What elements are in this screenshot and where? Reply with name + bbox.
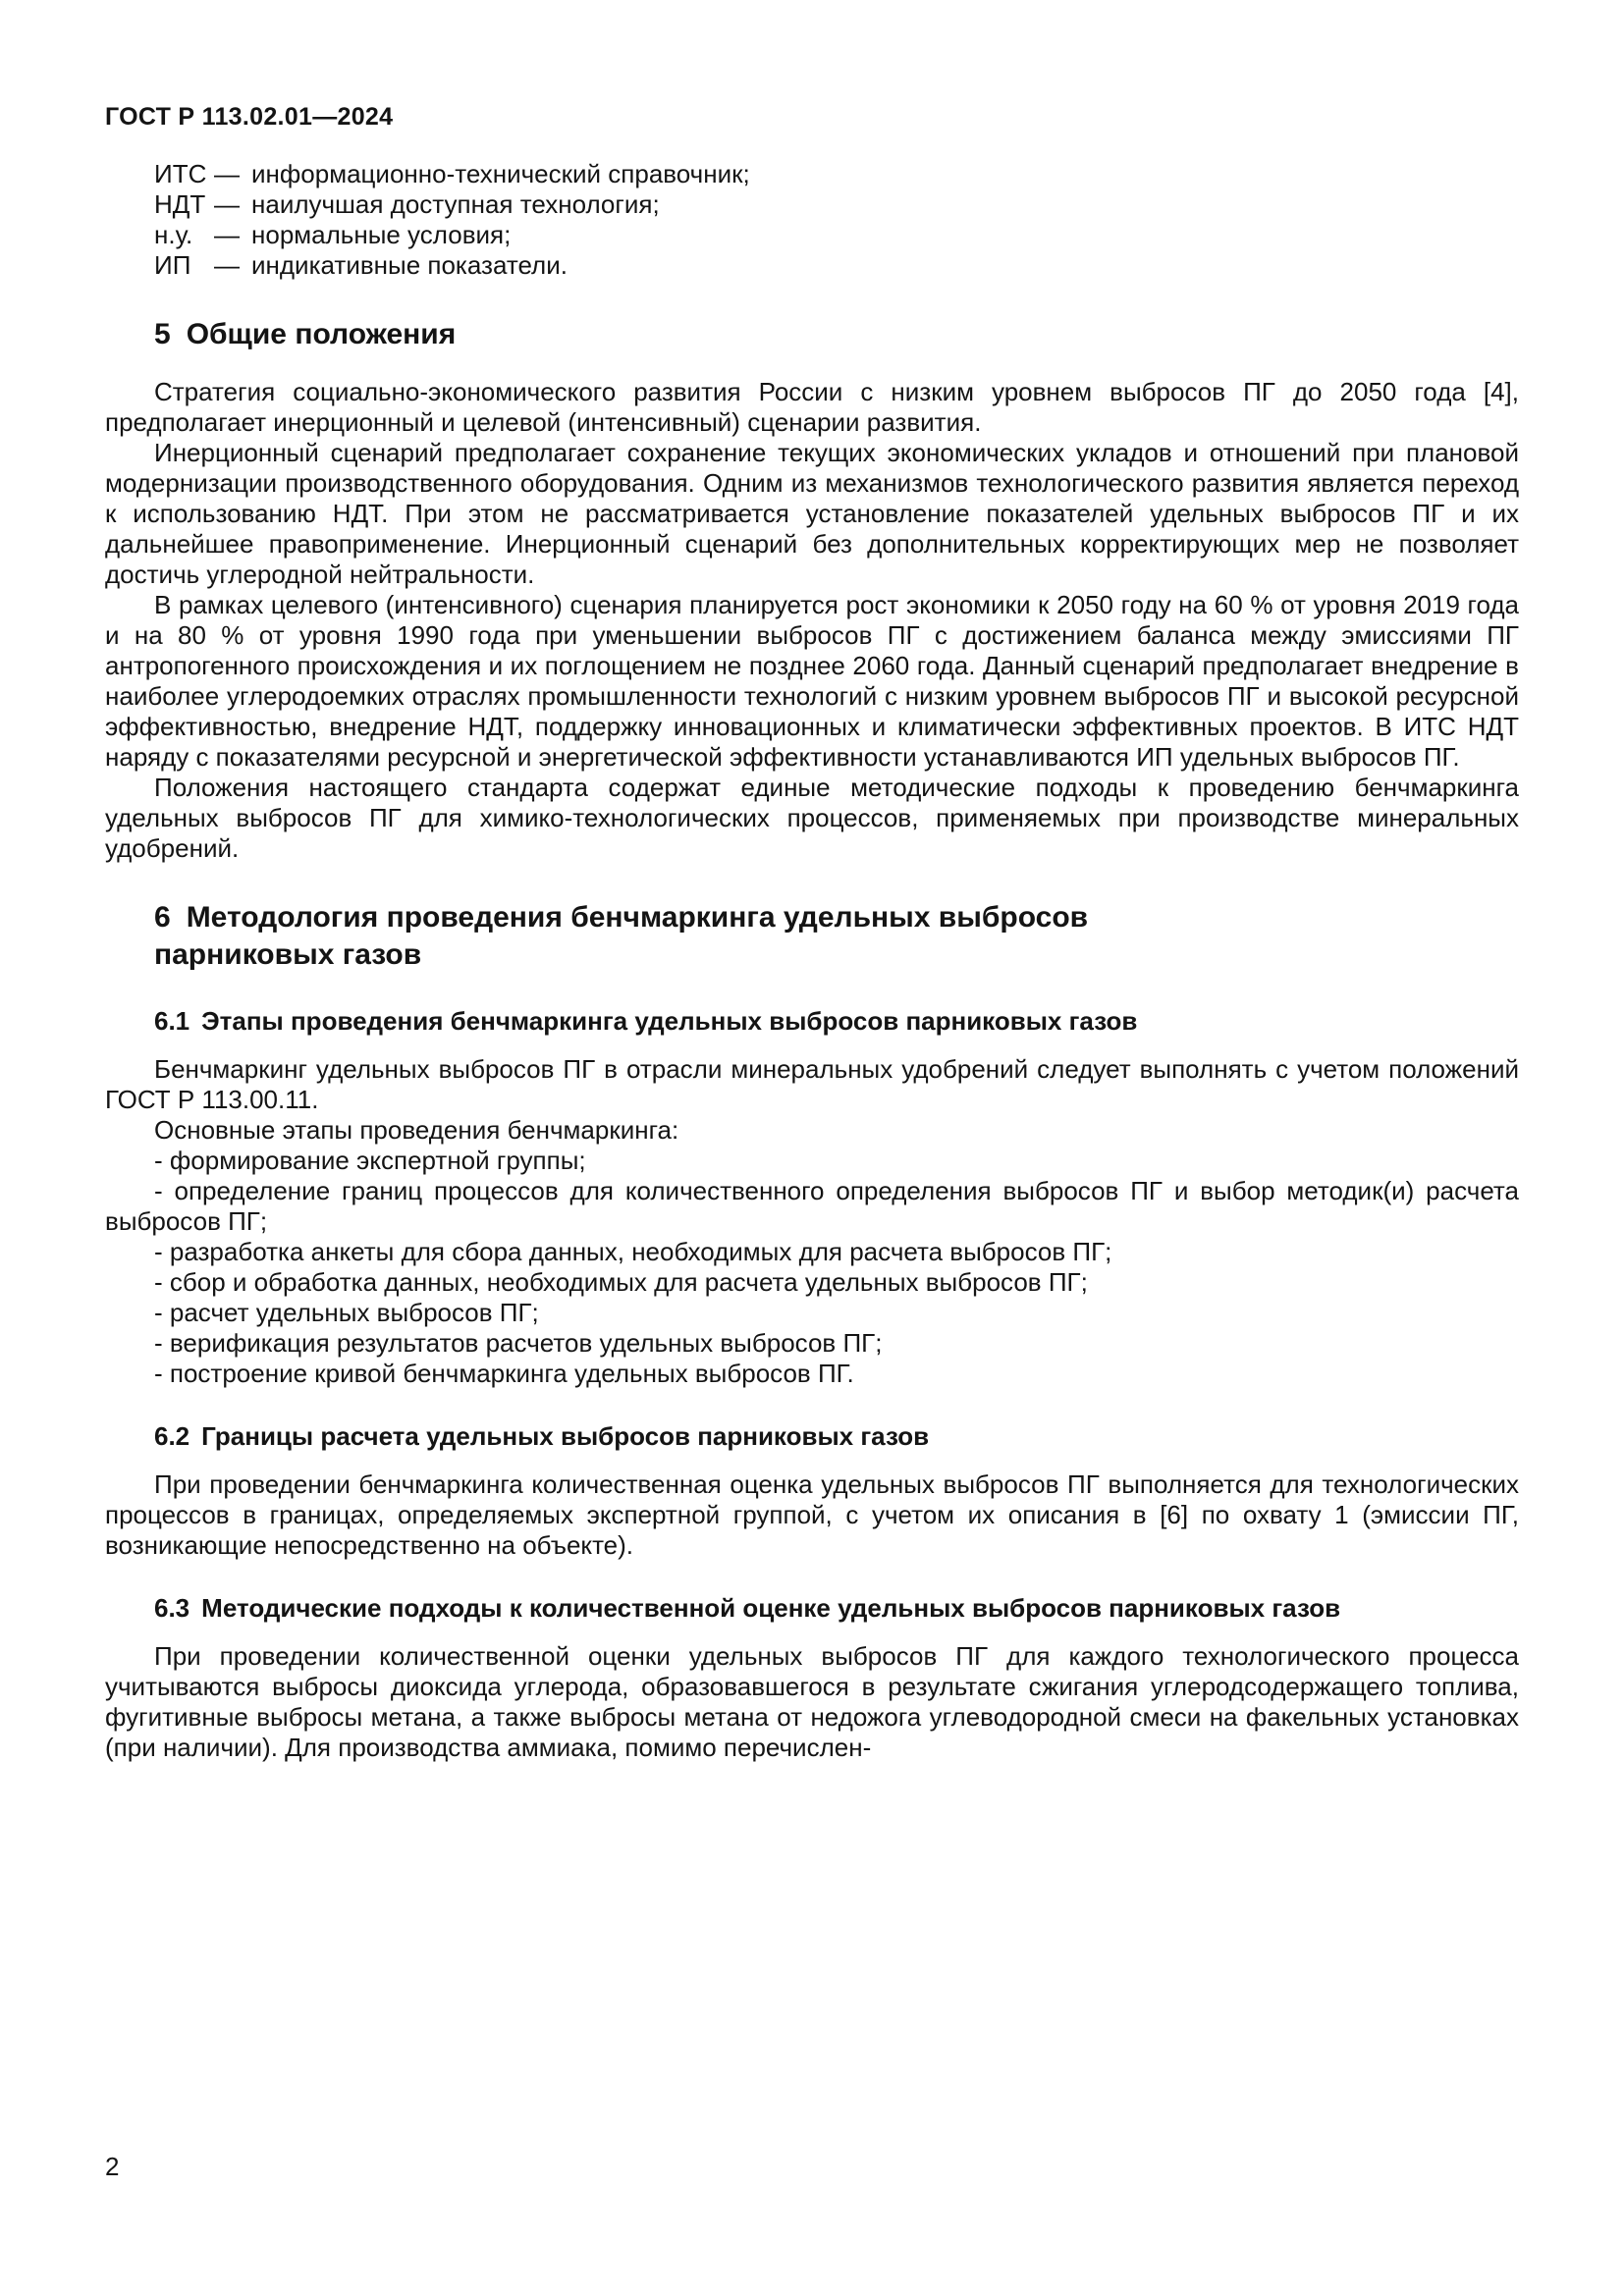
abbreviation-term: н.у. <box>154 220 193 249</box>
abbreviation-row <box>154 220 1519 250</box>
subsection-6-3-number: 6.3 <box>154 1593 190 1623</box>
abbreviation-dash: — <box>214 250 240 280</box>
abbreviation-dash: — <box>214 189 240 219</box>
list-item: - формирование экспертной группы; <box>154 1146 586 1175</box>
list-item: - расчет удельных выбросов ПГ; <box>154 1298 539 1327</box>
section-5-paragraph-4: Положения настоящего стандарта содержат единые методические подходы к проведению бенчмаркинга удельных выбросов ПГ для химико-технологических процессов, применяемых при производстве минеральных удобрений. <box>105 773 1519 863</box>
section-5-paragraph-1: Стратегия социально-экономического развития России с низким уровнем выбросов ПГ до 2050 года [4], предполагает инерционный и целевой (интенсивный) сценарии развития. <box>105 377 1519 437</box>
abbreviation-term: НДТ <box>154 189 206 219</box>
section-6-title <box>105 899 1165 974</box>
list-item: - разработка анкеты для сбора данных, необходимых для расчета выбросов ПГ; <box>154 1237 1112 1266</box>
abbreviation-definition: информационно-технический справочник; <box>251 159 750 188</box>
list-item: - построение кривой бенчмаркинга удельных выбросов ПГ. <box>154 1359 854 1388</box>
abbreviation-row <box>154 250 1519 281</box>
subsection-6-2-number: 6.2 <box>154 1421 190 1451</box>
abbreviation-definition: нормальные условия; <box>251 220 512 249</box>
subsection-6-1-paragraph-2: Основные этапы проведения бенчмаркинга: <box>154 1115 679 1145</box>
abbreviation-dash: — <box>214 159 240 188</box>
subsection-6-1-number: 6.1 <box>154 1006 190 1036</box>
abbreviation-definition: индикативные показатели. <box>251 250 568 280</box>
abbreviation-term: ИТС <box>154 159 207 188</box>
doc-code: ГОСТ Р 113.02.01—2024 <box>105 103 394 131</box>
abbreviation-definition: наилучшая доступная технология; <box>251 189 660 219</box>
abbreviation-row <box>154 159 1519 189</box>
section-6-number: 6 <box>154 901 171 934</box>
subsection-6-1-title-text: Этапы проведения бенчмаркинга удельных выбросов парниковых газов <box>201 1006 1138 1036</box>
list-item: - верификация результатов расчетов удельных выбросов ПГ; <box>154 1328 883 1358</box>
abbreviation-dash: — <box>214 220 240 249</box>
subsection-6-3-title-text: Методические подходы к количественной оценке удельных выбросов парниковых газов <box>201 1593 1341 1623</box>
section-5-number: 5 <box>154 318 171 350</box>
section-5-title-text: Общие положения <box>186 318 457 350</box>
abbreviation-list <box>105 159 1519 281</box>
abbreviation-row <box>154 189 1519 220</box>
page-number: 2 <box>105 2152 120 2181</box>
section-5-title <box>105 316 1519 353</box>
section-6-title-text: Методология проведения бенчмаркинга удельных выбросов парниковых газов <box>154 901 1089 971</box>
subsection-6-2-paragraph-1: При проведении бенчмаркинга количественная оценка удельных выбросов ПГ выполняется для технологических процессов в границах, определяемых экспертной группой, с учетом их описания в [6] по охвату 1 (эмиссии ПГ, возникающие непосредственно на объекте). <box>105 1469 1519 1560</box>
list-item: - сбор и обработка данных, необходимых для расчета удельных выбросов ПГ; <box>154 1267 1088 1297</box>
subsection-6-2-title-text: Границы расчета удельных выбросов парниковых газов <box>201 1421 930 1451</box>
list-item: - определение границ процессов для количественного определения выбросов ПГ и выбор методик(и) расчета выбросов ПГ; <box>105 1176 1519 1236</box>
subsection-6-2-title <box>105 1420 1519 1452</box>
section-5-paragraph-2: Инерционный сценарий предполагает сохранение текущих экономических укладов и отношений при плановой модернизации производственного оборудования. Одним из механизмов технологического развития является переход к использованию НДТ. При этом не рассматривается установление показателей удельных выбросов ПГ и их дальнейшее правоприменение. Инерционный сценарий без дополнительных корректирующих мер не позволяет достичь углеродной нейтральности. <box>105 438 1519 589</box>
subsection-6-1-paragraph-1: Бенчмаркинг удельных выбросов ПГ в отрасли минеральных удобрений следует выполнять с учетом положений ГОСТ Р 113.00.11. <box>105 1054 1519 1114</box>
subsection-6-3-paragraph-1: При проведении количественной оценки удельных выбросов ПГ для каждого технологического процесса учитываются выбросы диоксида углерода, образовавшегося в результате сжигания углеродсодержащего топлива, фугитивные выбросы метана, а также выбросы метана от недожога углеводородной смеси на факельных установках (при наличии). Для производства аммиака, помимо перечислен- <box>105 1641 1519 1762</box>
section-5-paragraph-3: В рамках целевого (интенсивного) сценария планируется рост экономики к 2050 году на 60 % от уровня 2019 года и на 80 % от уровня 1990 года при уменьшении выбросов ПГ с достижением баланса между эмиссиями ПГ антропогенного происхождения и их поглощением не позднее 2060 года. Данный сценарий предполагает внедрение в наиболее углеродоемких отраслях промышленности технологий с низким уровнем выбросов ПГ и высокой ресурсной эффективностью, внедрение НДТ, поддержку инновационных и климатически эффективных проектов. В ИТС НДТ наряду с показателями ресурсной и энергетической эффективности устанавливаются ИП удельных выбросов ПГ. <box>105 590 1519 772</box>
abbreviation-term: ИП <box>154 250 191 280</box>
subsection-6-1-title <box>105 1005 1519 1037</box>
subsection-6-3-title <box>105 1592 1381 1624</box>
